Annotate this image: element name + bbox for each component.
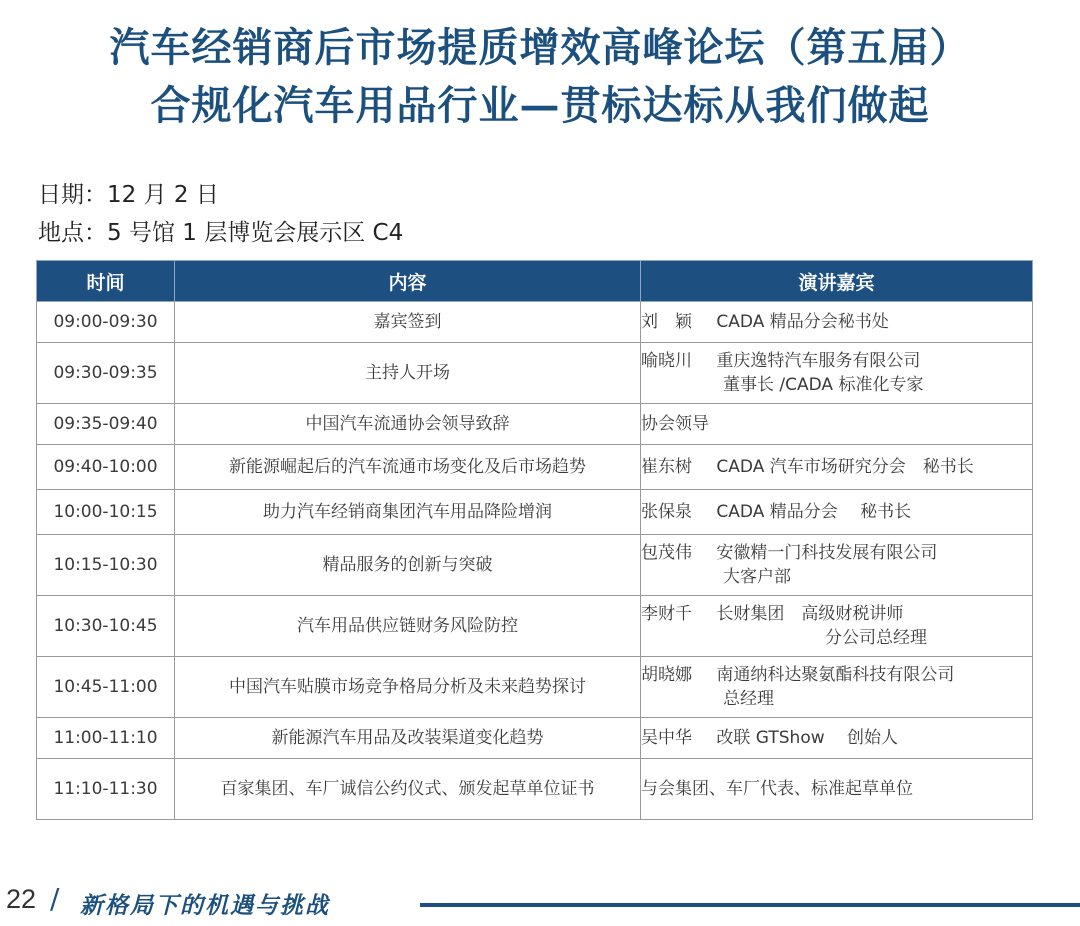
- speaker-name: 刘 颖: [641, 312, 692, 332]
- speaker-name: 喻晓川: [641, 351, 692, 371]
- agenda-table: [36, 260, 1033, 820]
- footer-tagline: 新格局下的机遇与挑战: [80, 893, 330, 919]
- table-row: [37, 657, 1033, 718]
- speaker-name: 张保泉: [641, 502, 692, 522]
- cell-speaker: [641, 657, 1033, 718]
- speaker-name: 崔东树: [641, 457, 692, 477]
- cell-time: 10:45-11:00: [37, 657, 175, 718]
- speaker-org: 重庆逸特汽车服务有限公司: [716, 351, 921, 371]
- speaker-org: CADA 汽车市场研究分会 秘书长: [716, 457, 974, 477]
- cell-topic: 精品服务的创新与突破: [175, 535, 641, 596]
- table-row: [37, 718, 1033, 759]
- speaker-name: 李财千: [641, 604, 692, 624]
- cell-speaker: [641, 759, 1033, 820]
- cell-topic: 主持人开场: [175, 343, 641, 404]
- cell-time: 09:40-10:00: [37, 445, 175, 490]
- table-row: [37, 445, 1033, 490]
- speaker-name: 胡晓娜: [641, 665, 692, 685]
- cell-time: 10:00-10:15: [37, 490, 175, 535]
- speaker-org: 南通纳科达聚氨酯科技有限公司: [716, 665, 955, 685]
- speaker-name: 吴中华: [641, 728, 692, 748]
- table-row: [37, 343, 1033, 404]
- footer-slash: /: [50, 882, 60, 915]
- speaker-org: 安徽精一门科技发展有限公司: [716, 543, 938, 563]
- cell-time: 09:30-09:35: [37, 343, 175, 404]
- cell-topic: 百家集团、车厂诚信公约仪式、颁发起草单位证书: [175, 759, 641, 820]
- table-row: [37, 759, 1033, 820]
- table-row: [37, 404, 1033, 445]
- cell-speaker: [641, 535, 1033, 596]
- speaker-org: 改联 GTShow 创始人: [716, 728, 899, 748]
- cell-time: 09:00-09:30: [37, 302, 175, 343]
- page-title-line2: 合规化汽车用品行业—贯标达标从我们做起: [150, 82, 930, 129]
- speaker-name: 协会领导: [641, 414, 709, 434]
- cell-topic: 新能源崛起后的汽车流通市场变化及后市场趋势: [175, 445, 641, 490]
- cell-speaker: [641, 302, 1033, 343]
- speaker-org-line2: 董事长 /CADA 标准化专家: [723, 375, 924, 395]
- cell-speaker: [641, 490, 1033, 535]
- speaker-name: 与会集团、车厂代表、标准起草单位: [641, 779, 913, 799]
- footer-divider: [420, 903, 1080, 907]
- cell-time: 10:15-10:30: [37, 535, 175, 596]
- header-topic: 内容: [175, 261, 641, 302]
- cell-topic: 嘉宾签到: [175, 302, 641, 343]
- cell-topic: 汽车用品供应链财务风险防控: [175, 596, 641, 657]
- speaker-name: 包茂伟: [641, 543, 692, 563]
- cell-topic: 中国汽车流通协会领导致辞: [175, 404, 641, 445]
- header-time: 时间: [37, 261, 175, 302]
- cell-time: 11:10-11:30: [37, 759, 175, 820]
- speaker-org: CADA 精品分会 秘书长: [716, 502, 912, 522]
- cell-time: 09:35-09:40: [37, 404, 175, 445]
- table-row: [37, 596, 1033, 657]
- cell-speaker: [641, 718, 1033, 759]
- speaker-org-line2: 分公司总经理: [825, 628, 927, 648]
- event-date: 日期：12 月 2 日: [38, 182, 219, 208]
- cell-time: 11:00-11:10: [37, 718, 175, 759]
- cell-speaker: [641, 343, 1033, 404]
- cell-time: 10:30-10:45: [37, 596, 175, 657]
- cell-speaker: [641, 596, 1033, 657]
- event-venue: 地点：5 号馆 1 层博览会展示区 C4: [38, 220, 404, 246]
- cell-topic: 助力汽车经销商集团汽车用品降险增润: [175, 490, 641, 535]
- page-title-line1: 汽车经销商后市场提质增效高峰论坛（第五届）: [109, 24, 971, 71]
- table-row: [37, 490, 1033, 535]
- table-header-row: [37, 261, 1033, 302]
- speaker-org: CADA 精品分会秘书处: [716, 312, 889, 332]
- speaker-org-line2: 总经理: [723, 689, 774, 709]
- table-row: [37, 535, 1033, 596]
- cell-speaker: [641, 445, 1033, 490]
- page-number: 22: [6, 884, 37, 914]
- cell-topic: 新能源汽车用品及改装渠道变化趋势: [175, 718, 641, 759]
- speaker-org-line2: 大客户部: [723, 567, 791, 587]
- cell-speaker: [641, 404, 1033, 445]
- header-speaker: 演讲嘉宾: [641, 261, 1033, 302]
- cell-topic: 中国汽车贴膜市场竞争格局分析及未来趋势探讨: [175, 657, 641, 718]
- speaker-org: 长财集团 高级财税讲师: [716, 604, 904, 624]
- table-row: [37, 302, 1033, 343]
